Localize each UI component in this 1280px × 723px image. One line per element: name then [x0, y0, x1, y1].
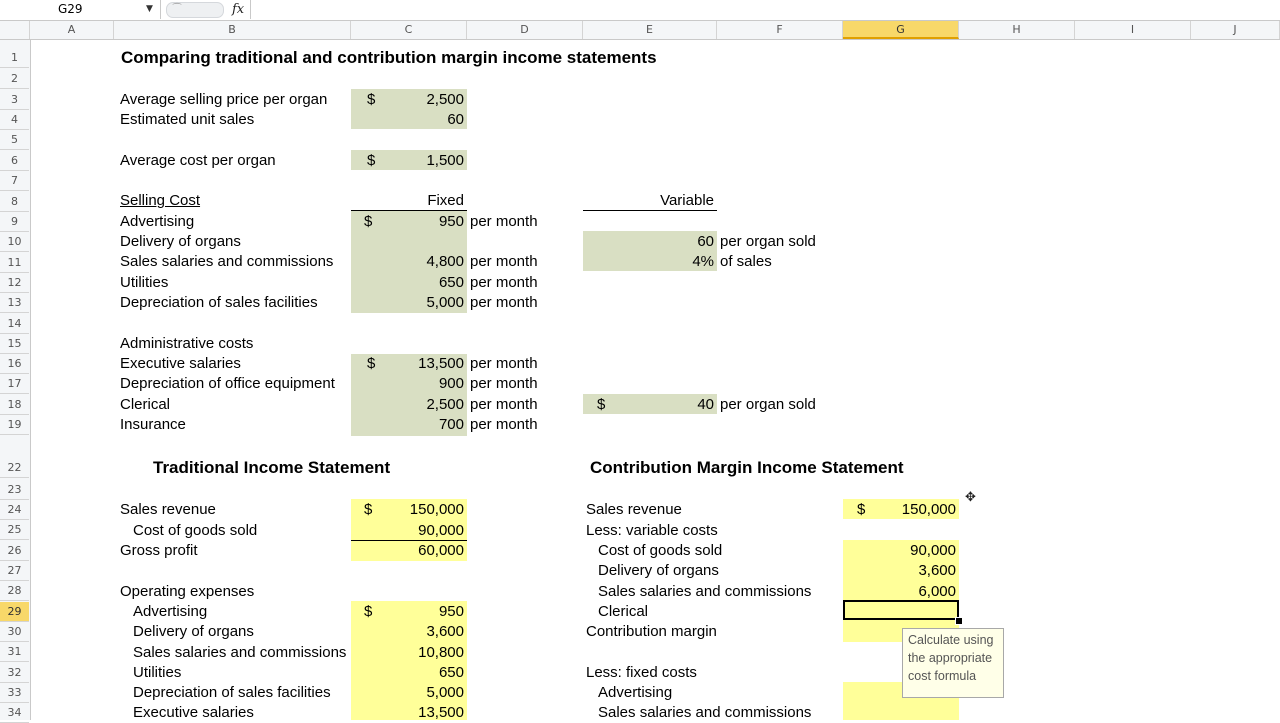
column-header-bar: [0, 21, 1280, 40]
cm-sales-revenue-label: Sales revenue: [586, 501, 682, 518]
row-header[interactable]: 4: [0, 110, 29, 130]
trad-opex-label: Operating expenses: [120, 583, 255, 600]
row-header[interactable]: 5: [0, 130, 29, 150]
unit-label: per month: [470, 213, 538, 230]
cm-cogs-label: Cost of goods sold: [598, 542, 723, 559]
name-box[interactable]: [0, 0, 161, 19]
cm-sales-salaries2-label: Sales salaries and commissions: [598, 704, 812, 721]
row-header[interactable]: 31: [0, 642, 29, 662]
unit-label: per month: [470, 375, 538, 392]
column-header-h[interactable]: H: [959, 21, 1075, 39]
trad-sales-revenue-label: Sales revenue: [120, 501, 216, 518]
cm-sales-salaries-label: Sales salaries and commissions: [598, 583, 812, 600]
clerical-var-currency: $: [597, 396, 606, 413]
trad-advertising-cell[interactable]: 950: [438, 603, 464, 620]
cm-sales-salaries-cell[interactable]: 6,000: [918, 583, 956, 600]
row-header[interactable]: 9: [0, 212, 29, 232]
trad-sales-revenue-cell[interactable]: 150,000: [409, 501, 464, 518]
avg-price-cell[interactable]: 2,500: [426, 91, 464, 108]
utilities-label: Utilities: [120, 274, 169, 291]
row-header[interactable]: 7: [0, 171, 29, 191]
name-box-value: G29: [58, 2, 83, 16]
row-header[interactable]: 14: [0, 314, 29, 334]
row-header[interactable]: 19: [0, 415, 29, 435]
cm-sales-revenue-cell[interactable]: 150,000: [901, 501, 956, 518]
cm-advertising-label: Advertising: [598, 684, 673, 701]
trad-gross-profit-label: Gross profit: [120, 542, 198, 559]
row-header[interactable]: 33: [0, 683, 29, 703]
clerical-label: Clerical: [120, 396, 171, 413]
trad-advertising-label: Advertising: [133, 603, 208, 620]
row-header[interactable]: 6: [0, 151, 29, 171]
formula-toggle-button[interactable]: ⁀: [166, 2, 224, 18]
sales-salaries-variable-cell[interactable]: 4%: [692, 253, 714, 270]
variable-column-header: Variable: [660, 192, 714, 209]
unit-label: per organ sold: [720, 396, 816, 413]
insurance-fixed-cell[interactable]: 700: [438, 416, 464, 433]
column-header-j[interactable]: J: [1191, 21, 1280, 39]
row-header[interactable]: 11: [0, 253, 29, 273]
row-header[interactable]: 13: [0, 293, 29, 313]
avg-cost-currency: $: [367, 152, 376, 169]
fill-handle[interactable]: [955, 617, 963, 625]
row-header[interactable]: 2: [0, 69, 29, 89]
exec-salaries-fixed-cell[interactable]: 13,500: [418, 355, 464, 372]
sales-salaries-label: Sales salaries and commissions: [120, 253, 334, 270]
cm-less-fixed-label: Less: fixed costs: [586, 664, 697, 681]
row-header[interactable]: 24: [0, 500, 29, 520]
unit-label: per month: [470, 416, 538, 433]
chevron-down-icon[interactable]: ▼: [146, 4, 153, 14]
formula-input[interactable]: [251, 0, 1280, 19]
row-header[interactable]: 1: [0, 48, 29, 68]
cm-cogs-cell[interactable]: 90,000: [910, 542, 956, 559]
cell-cursor-icon: ✥: [965, 490, 976, 505]
unit-label: per organ sold: [720, 233, 816, 250]
row-header[interactable]: 34: [0, 703, 29, 723]
column-header-b[interactable]: B: [114, 21, 351, 39]
unit-label: per month: [470, 253, 538, 270]
cm-sales-currency: $: [857, 501, 866, 518]
row-header[interactable]: 10: [0, 232, 29, 252]
row-header[interactable]: 22: [0, 458, 29, 478]
column-header-e[interactable]: E: [583, 21, 717, 39]
sales-salaries-fixed-cell[interactable]: 4,800: [426, 253, 464, 270]
active-cell-g29[interactable]: [843, 600, 959, 620]
column-header-d[interactable]: D: [467, 21, 583, 39]
row-header[interactable]: 17: [0, 374, 29, 394]
trad-exec-salaries-cell[interactable]: 13,500: [418, 704, 464, 721]
cm-delivery-label: Delivery of organs: [598, 562, 719, 579]
unit-sales-label: Estimated unit sales: [120, 111, 255, 128]
advertising-label: Advertising: [120, 213, 195, 230]
sheet-title: Comparing traditional and contribution margin income statements: [121, 48, 657, 67]
row-header[interactable]: 23: [0, 480, 29, 500]
traditional-title: Traditional Income Statement: [153, 458, 391, 477]
row-header[interactable]: 8: [0, 192, 29, 212]
unit-label: of sales: [720, 253, 772, 270]
select-all-corner[interactable]: [0, 21, 30, 39]
trad-sales-salaries-cell[interactable]: 10,800: [418, 644, 464, 661]
column-header-f[interactable]: F: [717, 21, 843, 39]
trad-advertising-currency: $: [364, 603, 373, 620]
row-header[interactable]: 16: [0, 354, 29, 374]
advertising-fixed-cell[interactable]: 950: [438, 213, 464, 230]
column-header-c[interactable]: C: [351, 21, 467, 39]
unit-sales-cell[interactable]: 60: [447, 111, 464, 128]
trad-delivery-label: Delivery of organs: [133, 623, 254, 640]
selling-cost-header: Selling Cost: [120, 192, 201, 209]
trad-gross-profit-cell[interactable]: 60,000: [418, 542, 464, 559]
row-header[interactable]: 25: [0, 520, 29, 540]
delivery-label: Delivery of organs: [120, 233, 241, 250]
contribution-title: Contribution Margin Income Statement: [590, 458, 904, 477]
row-header[interactable]: 26: [0, 541, 29, 561]
avg-cost-label: Average cost per organ: [120, 152, 276, 169]
advertising-currency: $: [364, 213, 373, 230]
unit-label: per month: [470, 274, 538, 291]
row-header[interactable]: 30: [0, 622, 29, 642]
insert-function-icon[interactable]: fx: [232, 2, 245, 17]
clerical-fixed-cell[interactable]: 2,500: [426, 396, 464, 413]
trad-dep-sales-label: Depreciation of sales facilities: [133, 684, 331, 701]
row-header-bar: [0, 40, 31, 720]
input-message-tooltip: Calculate using the appropriate cost formula: [902, 628, 1004, 698]
clerical-variable-cell[interactable]: 40: [697, 396, 714, 413]
trad-exec-salaries-label: Executive salaries: [133, 704, 254, 721]
cm-clerical-label: Clerical: [598, 603, 649, 620]
unit-label: per month: [470, 294, 538, 311]
avg-price-label: Average selling price per organ: [120, 91, 328, 108]
row-header[interactable]: 32: [0, 663, 29, 683]
trad-utilities-cell[interactable]: 650: [438, 664, 464, 681]
trad-cogs-label: Cost of goods sold: [133, 522, 258, 539]
cm-less-variable-label: Less: variable costs: [586, 522, 718, 539]
trad-utilities-label: Utilities: [133, 664, 182, 681]
unit-label: per month: [470, 355, 538, 372]
avg-cost-cell[interactable]: 1,500: [426, 152, 464, 169]
column-header-a[interactable]: A: [30, 21, 114, 39]
unit-label: per month: [470, 396, 538, 413]
dep-sales-fixed-cell[interactable]: 5,000: [426, 294, 464, 311]
row-header[interactable]: 27: [0, 561, 29, 581]
trad-delivery-cell[interactable]: 3,600: [426, 623, 464, 640]
cm-contribution-margin-label: Contribution margin: [586, 623, 717, 640]
dep-sales-label: Depreciation of sales facilities: [120, 294, 318, 311]
trad-dep-sales-cell[interactable]: 5,000: [426, 684, 464, 701]
formula-bar: [0, 0, 1280, 21]
dep-office-label: Depreciation of office equipment: [120, 375, 335, 392]
utilities-fixed-cell[interactable]: 650: [438, 274, 464, 291]
trad-cogs-cell[interactable]: 90,000: [418, 522, 464, 539]
exec-currency: $: [367, 355, 376, 372]
exec-salaries-label: Executive salaries: [120, 355, 241, 372]
row-header[interactable]: 12: [0, 273, 29, 293]
row-header-selected[interactable]: 29: [0, 602, 29, 622]
delivery-variable-cell[interactable]: 60: [697, 233, 714, 250]
row-header[interactable]: 18: [0, 395, 29, 415]
avg-price-currency: $: [367, 91, 376, 108]
fixed-column-header: Fixed: [427, 192, 464, 209]
column-header-g[interactable]: G: [843, 21, 959, 39]
admin-costs-header: Administrative costs: [120, 335, 254, 352]
insurance-label: Insurance: [120, 416, 186, 433]
formula-controls: [160, 0, 251, 19]
row-header[interactable]: 15: [0, 334, 29, 354]
column-header-i[interactable]: I: [1075, 21, 1191, 39]
row-header[interactable]: 28: [0, 581, 29, 601]
trad-sales-currency: $: [364, 501, 373, 518]
cm-delivery-cell[interactable]: 3,600: [918, 562, 956, 579]
dep-office-fixed-cell[interactable]: 900: [438, 375, 464, 392]
row-header[interactable]: 3: [0, 90, 29, 110]
trad-sales-salaries-label: Sales salaries and commissions: [133, 644, 347, 661]
